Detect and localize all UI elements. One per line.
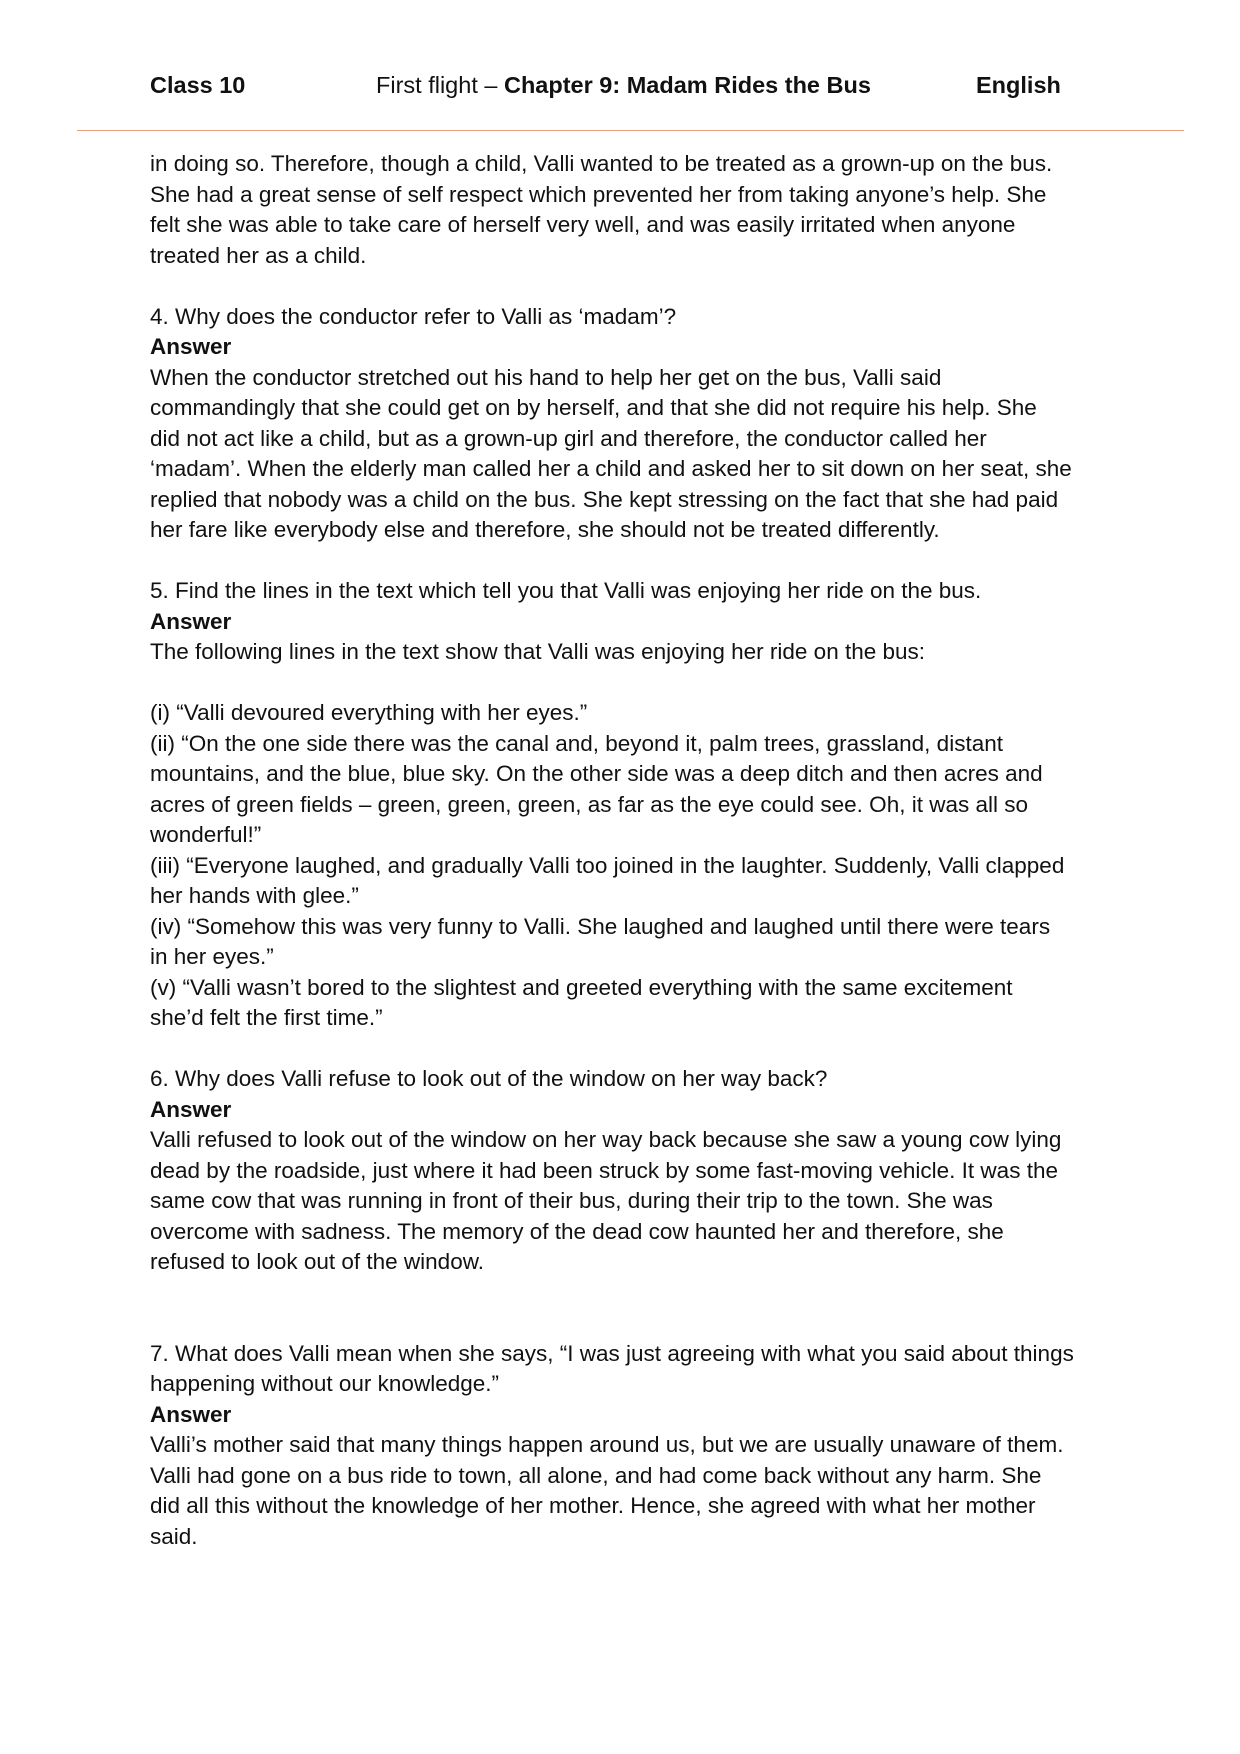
quote-line: her hands with glee.” <box>150 883 359 908</box>
text-line: She had a great sense of self respect which prevented her from taking anyone’s help. She <box>150 181 1047 207</box>
question-block-5 <box>150 576 1100 1034</box>
chapter-heading <box>376 72 871 99</box>
text-line: Valli’s mother said that many things happen around us, but we are usually unaware of them. <box>150 1432 1064 1457</box>
text-line: replied that nobody was a child on the bus. She kept stressing on the fact that she had paid <box>150 486 1059 512</box>
quote-line: (iii) “Everyone laughed, and gradually Valli too joined in the laughter. Suddenly, Valli clapped <box>150 852 1065 878</box>
quote-line: wonderful!” <box>150 822 262 847</box>
text-line: dead by the roadside, just where it had been struck by some fast-moving vehicle. It was the <box>150 1157 1058 1183</box>
question-text: 6. Why does Valli refuse to look out of the window on her way back? <box>150 1066 828 1091</box>
book-prefix: First flight – <box>376 72 504 98</box>
text-line: When the conductor stretched out his hand to help her get on the bus, Valli said <box>150 364 942 390</box>
quote-line: (i) “Valli devoured everything with her eyes.” <box>150 700 588 725</box>
question-text: 5. Find the lines in the text which tell you that Valli was enjoying her ride on the bus. <box>150 578 982 603</box>
intro-paragraph <box>150 149 1100 271</box>
text-line: Valli refused to look out of the window on her way back because she saw a young cow lying <box>150 1127 1062 1152</box>
quote-line: (ii) “On the one side there was the canal and, beyond it, palm trees, grassland, distant <box>150 730 1003 756</box>
quote-line: in her eyes.” <box>150 944 274 969</box>
text-line: in doing so. Therefore, though a child, Valli wanted to be treated as a grown-up on the bus. <box>150 151 1053 176</box>
quote-line: mountains, and the blue, blue sky. On the other side was a deep ditch and then acres and <box>150 761 1043 786</box>
quote-line: she’d felt the first time.” <box>150 1005 383 1030</box>
text-line: ‘madam’. When the elderly man called her a child and asked her to sit down on her seat, she <box>150 456 1072 481</box>
answer-label: Answer <box>150 1096 232 1122</box>
text-line: commandingly that she could get on by herself, and that she did not require his help. She <box>150 395 1037 420</box>
text-line: Valli had gone on a bus ride to town, all alone, and had come back without any harm. She <box>150 1462 1042 1488</box>
text-line: felt she was able to take care of herself very well, and was easily irritated when anyone <box>150 212 1016 237</box>
text-line: did all this without the knowledge of her mother. Hence, she agreed with what her mother <box>150 1493 1036 1518</box>
chapter-title: Chapter 9: Madam Rides the Bus <box>503 72 871 98</box>
question-block-7 <box>150 1339 1100 1553</box>
page-header <box>150 72 1061 112</box>
subject-label: English <box>976 72 1061 98</box>
text-line: overcome with sadness. The memory of the dead cow haunted her and therefore, she <box>150 1218 1004 1244</box>
text-line: refused to look out of the window. <box>150 1249 484 1274</box>
question-text: 4. Why does the conductor refer to Valli as ‘madam’? <box>150 303 677 329</box>
answer-label: Answer <box>150 608 232 634</box>
header-divider <box>77 130 1184 131</box>
text-line: same cow that was running in front of their bus, during their trip to the town. She was <box>150 1188 993 1213</box>
text-line: her fare like everybody else and therefore, she should not be treated differently. <box>150 517 940 542</box>
question-text: happening without our knowledge.” <box>150 1371 499 1396</box>
text-line: treated her as a child. <box>150 242 367 268</box>
page-content <box>150 149 1100 1552</box>
answer-label: Answer <box>150 1401 232 1427</box>
question-block-6 <box>150 1064 1100 1278</box>
text-line: did not act like a child, but as a grown-up girl and therefore, the conductor called her <box>150 425 987 451</box>
quote-line: acres of green fields – green, green, green, as far as the eye could see. Oh, it was all so <box>150 791 1028 817</box>
text-line: The following lines in the text show that Valli was enjoying her ride on the bus: <box>150 639 926 664</box>
question-text: 7. What does Valli mean when she says, “I was just agreeing with what you said about things <box>150 1340 1074 1366</box>
quote-line: (iv) “Somehow this was very funny to Valli. She laughed and laughed until there were tears <box>150 913 1051 939</box>
class-label: Class 10 <box>150 72 246 98</box>
question-block-4 <box>150 302 1100 546</box>
answer-label: Answer <box>150 334 232 359</box>
quote-line: (v) “Valli wasn’t bored to the slightest and greeted everything with the same excitement <box>150 974 1013 1000</box>
text-line: said. <box>150 1523 198 1549</box>
